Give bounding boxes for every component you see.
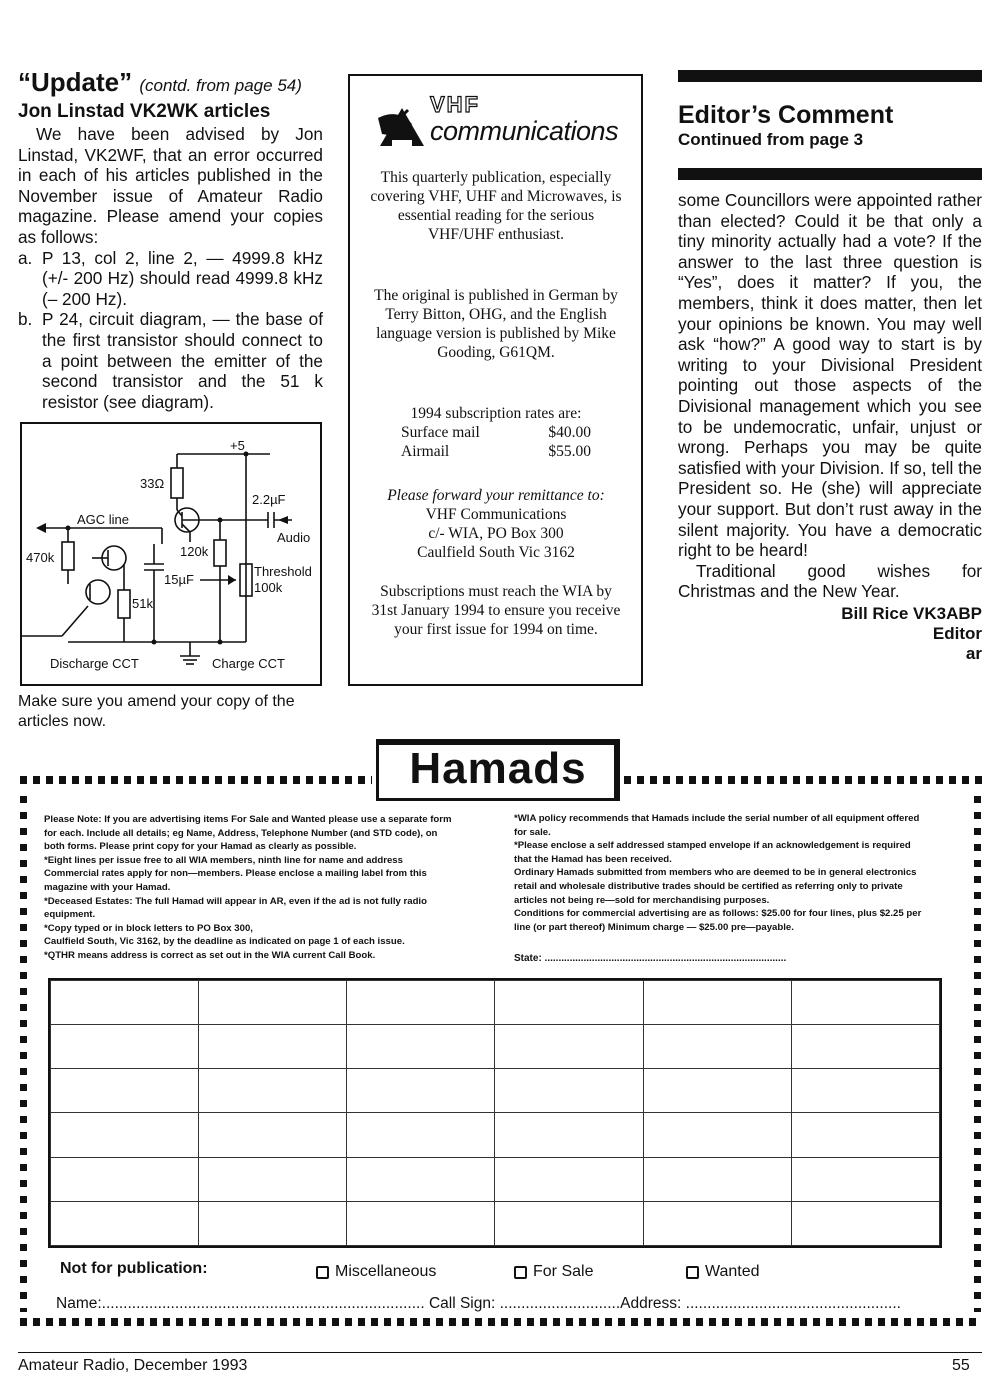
item-text: P 13, col 2, line 2, — 4999.8 kHz (+/- 200 Hz) should read 4999.8 kHz (– 200 Hz). <box>42 247 323 309</box>
entry-cell[interactable] <box>643 1069 791 1113</box>
checkbox-icon[interactable] <box>686 1266 699 1279</box>
editor-comment <box>678 70 982 664</box>
mid-rule <box>678 168 982 180</box>
dotted-border-top-left <box>20 776 372 784</box>
update-closing: Make sure you amend your copy of the articles now. <box>18 693 295 730</box>
label-plus5: +5 <box>230 438 245 453</box>
vhf-publisher: The original is published in German by Terry Bitton, OHG, and the English language version is published by Mike Gooding, G61QM. <box>374 287 618 361</box>
label-r51: 51k <box>132 596 153 611</box>
entry-cell[interactable] <box>347 981 495 1025</box>
note-line: articles not being re—sold for merchandising purposes. <box>514 894 770 906</box>
vhf-logo <box>372 94 632 154</box>
entry-table[interactable] <box>50 980 940 1246</box>
hamads-title: Hamads <box>409 744 587 793</box>
label-charge: Charge CCT <box>212 656 285 671</box>
vhf-rates <box>368 404 624 461</box>
label-audio: Audio <box>277 530 311 545</box>
option-label: Wanted <box>705 1263 760 1280</box>
entry-cell[interactable] <box>199 1157 347 1201</box>
note-line: Commercial rates apply for non—members. Please enclose a mailing label from this <box>44 868 427 880</box>
label-agc: AGC line <box>77 512 130 527</box>
table-row <box>51 1069 940 1113</box>
note-line: *Deceased Estates: The full Hamad will appear in AR, even if the ad is not fully radio <box>44 895 427 907</box>
item-text: P 24, circuit diagram, — the base of the first transistor should connect to a point between the emitter of the second transistor and the 51 k resistor (see diagram). <box>42 309 323 412</box>
label-r100: 100k <box>254 580 283 595</box>
address-line: c/- WIA, PO Box 300 <box>428 525 564 542</box>
address-line: VHF Communications <box>425 506 567 523</box>
note-line: *Copy typed or in block letters to PO Box 300, <box>44 922 253 934</box>
entry-cell[interactable] <box>51 1069 199 1113</box>
entry-cell[interactable] <box>51 1025 199 1069</box>
editor-wishes: Traditional good wishes for Christmas and the New Year. <box>678 560 982 602</box>
page-number: 55 <box>952 1357 970 1374</box>
rates-table <box>401 423 591 461</box>
update-subtitle: Jon Linstad VK2WK articles <box>18 101 271 122</box>
footer-rule <box>18 1352 982 1353</box>
update-contd: (contd. from page 54) <box>139 76 302 95</box>
option-miscellaneous[interactable] <box>316 1263 436 1281</box>
option-wanted[interactable] <box>686 1263 760 1281</box>
vhf-description: This quarterly publication, especially covering VHF, UHF and Microwaves, is essential reading for the serious VHF/UHF enthusiast. <box>370 169 622 243</box>
footer-publication: Amateur Radio, December 1993 <box>18 1357 248 1374</box>
note-line: Conditions for commercial advertising are as follows: $25.00 for four lines, plus $2.25 per <box>514 908 922 920</box>
entry-cell[interactable] <box>495 1201 643 1245</box>
note-line: *Please enclose a self addressed stamped envelope if an acknowledgement is required <box>514 840 911 852</box>
label-r33: 33Ω <box>140 476 165 491</box>
address-line: Caulfield South Vic 3162 <box>417 544 575 561</box>
checkbox-icon[interactable] <box>514 1266 527 1279</box>
entry-cell[interactable] <box>199 1025 347 1069</box>
entry-cell[interactable] <box>199 1201 347 1245</box>
note-line: Please Note: If you are advertising items For Sale and Wanted please use a separate form <box>44 814 452 825</box>
entry-cell[interactable] <box>791 981 939 1025</box>
not-for-publication-label: Not for publication: <box>60 1260 208 1277</box>
note-line: both forms. Please print copy for your Hamad as clearly as possible. <box>44 841 357 853</box>
note-line: Caulfield South, Vic 3162, by the deadline as indicated on page 1 of each issue. <box>44 936 405 948</box>
entry-cell[interactable] <box>791 1113 939 1157</box>
name-callsign-address-fields[interactable]: Name:........................................................................... Call Sign: ............................Address: .................................................. <box>56 1295 901 1312</box>
label-r120: 120k <box>180 544 209 559</box>
update-intro: We have been advised by Jon Linstad, VK2WF, that an error occurred in each of his articles published in the November issue of Amateur Radio magazine. Please amend your copies as follows: <box>18 124 323 247</box>
hamad-entry-grid[interactable] <box>48 978 942 1248</box>
label-threshold: Threshold <box>254 564 312 579</box>
table-row <box>51 1157 940 1201</box>
entry-cell[interactable] <box>643 981 791 1025</box>
option-for-sale[interactable] <box>514 1263 593 1281</box>
hamads-title-box <box>376 739 620 801</box>
state-field[interactable]: State: ....................................................................................... <box>514 953 787 964</box>
note-line: magazine with your Hamad. <box>44 881 171 893</box>
editor-title: Editor’s Comment <box>678 101 894 129</box>
entry-cell[interactable] <box>791 1157 939 1201</box>
option-label: For Sale <box>533 1263 594 1280</box>
entry-cell[interactable] <box>791 1201 939 1245</box>
logo-communications-text: communications <box>430 116 619 146</box>
editor-end-mark: ar <box>965 643 982 663</box>
label-c15: 15µF <box>164 572 194 587</box>
entry-cell[interactable] <box>791 1025 939 1069</box>
entry-cell[interactable] <box>495 1025 643 1069</box>
table-row <box>51 981 940 1025</box>
dotted-border-top-right <box>624 776 982 784</box>
entry-cell[interactable] <box>495 981 643 1025</box>
dotted-border-right <box>974 796 981 1312</box>
note-line: Ordinary Hamads submitted from members who are deemed to be in general electronics <box>514 867 917 879</box>
dotted-border-bottom <box>20 1318 982 1326</box>
entry-cell[interactable] <box>643 1157 791 1201</box>
update-heading <box>18 68 323 100</box>
entry-cell[interactable] <box>791 1069 939 1113</box>
entry-cell[interactable] <box>643 1201 791 1245</box>
table-row <box>51 1025 940 1069</box>
rates-heading: 1994 subscription rates are: <box>410 405 582 422</box>
table-row <box>51 1113 940 1157</box>
dotted-border-left <box>20 796 27 1312</box>
note-line: *Eight lines per issue free to all WIA members, ninth line for name and address <box>44 854 403 866</box>
circuit-diagram <box>20 422 322 686</box>
entry-cell[interactable] <box>347 1201 495 1245</box>
label-discharge: Discharge CCT <box>50 656 139 671</box>
rate-label: Surface mail <box>401 424 480 441</box>
editor-signature: Bill Rice VK3ABP <box>841 603 982 623</box>
entry-cell[interactable] <box>495 1157 643 1201</box>
rate-label: Airmail <box>401 443 450 460</box>
entry-cell[interactable] <box>51 1113 199 1157</box>
entry-cell[interactable] <box>347 1157 495 1201</box>
vhf-deadline: Subscriptions must reach the WIA by 31st January 1994 to ensure you receive your first issue for 1994 on time. <box>371 583 621 638</box>
editor-body: some Councillors were appointed rather than elected? Could it be that only a tiny minority actually had a vote? If the answer to the last three question is “Yes”, does it matter? If you, the members, think it does matter, then let your opinions be known. You may well ask “how?” A good way to start is by writing to your Divisional President pointing out those aspects of the Divisional management which you see to be undemocratic, unfair, unjust or wrong. Perhaps you may be quite satisfied with your Division. If so, tell the President so. He (she) will appreciate your support. But don’t rust away in the silent majority. You have a democratic right to be heard! <box>678 190 982 561</box>
note-line: retail and wholesale distributive trades should be certified as referring only to private <box>514 880 903 892</box>
option-label: Miscellaneous <box>335 1263 437 1280</box>
item-label: b. <box>18 309 33 330</box>
entry-cell[interactable] <box>495 1113 643 1157</box>
table-row <box>51 1201 940 1245</box>
update-item-a <box>18 248 323 310</box>
note-line: for each. Include all details; eg Name, Address, Telephone Number (and STD code), on <box>44 827 438 839</box>
circuit-schematic <box>22 424 320 684</box>
entry-cell[interactable] <box>495 1069 643 1113</box>
update-item-b <box>18 309 323 412</box>
entry-cell[interactable] <box>199 981 347 1025</box>
editor-subtitle: Continued from page 3 <box>678 130 864 149</box>
hamads-notes-right <box>514 812 960 934</box>
forward-note: Please forward your remittance to: <box>387 487 605 504</box>
entry-cell[interactable] <box>199 1113 347 1157</box>
note-line: that the Hamad has been received. <box>514 853 672 865</box>
entry-cell[interactable] <box>347 1113 495 1157</box>
entry-cell[interactable] <box>51 1201 199 1245</box>
entry-cell[interactable] <box>347 1069 495 1113</box>
entry-cell[interactable] <box>643 1113 791 1157</box>
rate-price: $55.00 <box>548 443 591 460</box>
top-rule <box>678 70 982 82</box>
update-article <box>18 68 323 412</box>
satellite-dish-icon <box>372 94 432 154</box>
vhf-address-block <box>368 486 624 562</box>
entry-cell[interactable] <box>199 1069 347 1113</box>
note-line: for sale. <box>514 826 551 838</box>
note-line: equipment. <box>44 909 96 921</box>
note-line: *WIA policy recommends that Hamads include the serial number of all equipment offered <box>514 813 920 824</box>
checkbox-icon[interactable] <box>316 1266 329 1279</box>
entry-cell[interactable] <box>643 1025 791 1069</box>
entry-cell[interactable] <box>51 1157 199 1201</box>
item-label: a. <box>18 247 33 268</box>
note-line: *QTHR means address is correct as set out in the WIA current Call Book. <box>44 949 376 961</box>
editor-role: Editor <box>932 623 982 643</box>
label-r470: 470k <box>26 550 55 565</box>
category-row <box>58 1260 958 1286</box>
entry-cell[interactable] <box>347 1025 495 1069</box>
label-c22: 2.2µF <box>252 492 286 507</box>
logo-vhf-text: VHF <box>430 92 480 117</box>
rate-price: $40.00 <box>548 424 591 441</box>
vhf-advert <box>348 74 643 686</box>
entry-cell[interactable] <box>51 981 199 1025</box>
note-line: line (or part thereof) Minimum charge — $25.00 pre—payable. <box>514 921 794 933</box>
hamads-notes-left <box>44 813 494 963</box>
update-title: “Update” <box>18 67 133 97</box>
